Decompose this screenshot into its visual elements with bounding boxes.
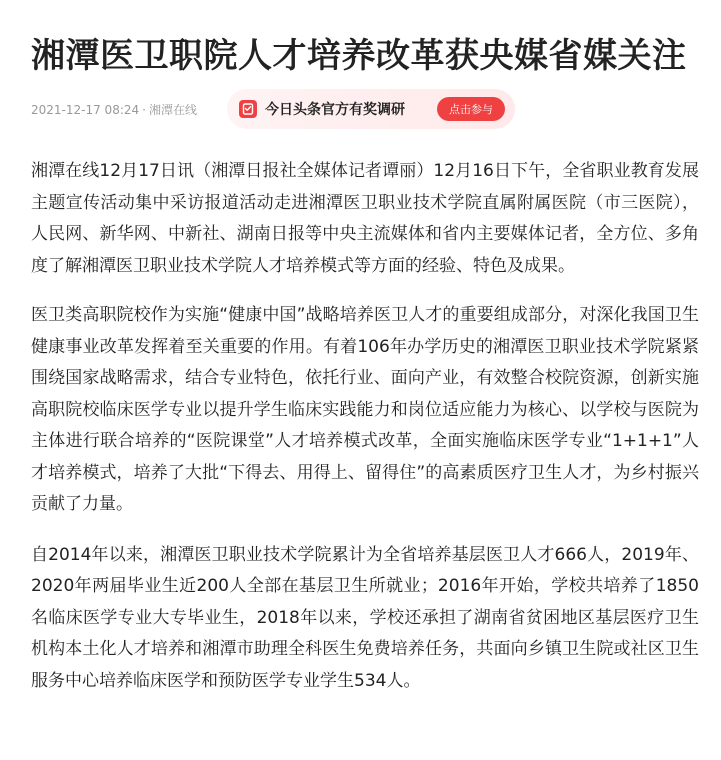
article-content bbox=[31, 156, 699, 697]
paragraph-2: 医卫类高职院校作为实施“健康中国”战略培养医卫人才的重要组成部分，对深化我国卫生健康事业改革发挥着至关重要的作用。有着106年办学历史的湘潭医卫职业技术学院紧紧围绕国家战略需求，结合专业特色，依托行业、面向产业，有效整合校院资源，创新实施高职院校临床医学专业以提升学生临床实践能力和岗位适应能力为核心、以学校与医院为主体进行联合培养的“医院课堂”人才培养模式改革，全面实施临床医学专业“1+1+1”人才培养模式，培养了大批“下得去、用得上、留得住”的高素质医疗卫生人才，为乡村振兴贡献了力量。 bbox=[31, 305, 699, 514]
paragraph-1: 湘潭在线12月17日讯（湘潭日报社全媒体记者谭丽）12月16日下午，全省职业教育发展主题宣传活动集中采访报道活动走进湘潭医卫职业技术学院直属附属医院（市三医院），人民网、新华网、中新社、湖南日报等中央主流媒体和省内主要媒体记者，全方位、多角度了解湘潭医卫职业技术学院人才培养模式等方面的经验、特色及成果。 bbox=[31, 161, 699, 276]
article-meta bbox=[31, 101, 197, 118]
participate-button[interactable]: 点击参与 bbox=[437, 97, 505, 121]
survey-icon bbox=[239, 100, 257, 118]
article-source[interactable]: 湘潭在线 bbox=[148, 102, 197, 117]
meta-separator: · bbox=[142, 102, 146, 117]
survey-text: 今日头条官方有奖调研 bbox=[264, 102, 405, 118]
meta-row bbox=[31, 89, 699, 129]
survey-banner[interactable] bbox=[227, 89, 515, 129]
article-title: 湘潭医卫职院人才培养改革获央媒省媒关注 bbox=[31, 36, 687, 76]
paragraph-3: 自2014年以来，湘潭医卫职业技术学院累计为全省培养基层医卫人才666人，2019年、2020年两届毕业生近200人全部在基层卫生所就业；2016年开始，学校共培养了1850名临床医学专业大专毕业生，2018年以来，学校还承担了湖南省贫困地区基层医疗卫生机构本土化人才培养和湘潭市助理全科医生免费培养任务，共面向乡镇卫生院或社区卫生服务中心培养临床医学和预防医学专业学生534人。 bbox=[31, 544, 699, 691]
publish-date: 2021-12-17 08:24 bbox=[31, 102, 140, 117]
